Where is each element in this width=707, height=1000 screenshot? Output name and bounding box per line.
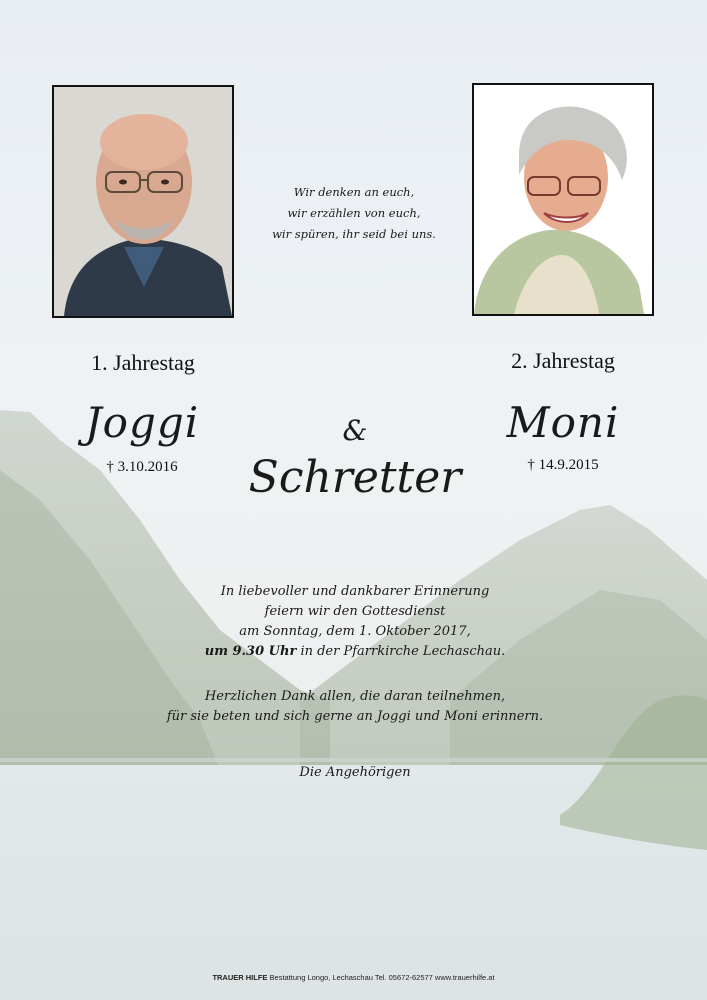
anniversary-label-moni: 2. Jahrestag [511,348,615,373]
first-name-moni: Moni [506,398,620,447]
signature: Die Angehörigen [299,765,411,780]
first-name-joggi: Joggi [84,398,200,447]
portrait-photo-joggi [52,85,234,318]
quote-line-1: Wir denken an euch, [293,185,415,199]
footer-credit [0,973,707,982]
ampersand: & [342,414,368,447]
service-line-2: feiern wir den Gottesdienst [264,604,446,619]
death-date-joggi: † 3.10.2016 [106,459,178,475]
family-surname: Schretter [248,452,462,503]
memorial-quote [240,182,468,245]
footer-brand: TRAUER HILFE [212,973,268,982]
quote-line-2: wir erzählen von euch, [287,206,421,220]
thanks-message [130,687,580,727]
service-line-4 [130,642,580,662]
service-location: in der Pfarrkirche Lechaschau. [296,644,506,659]
service-line-1: In liebevoller und dankbarer Erinnerung [220,584,490,599]
death-date-moni: † 14.9.2015 [527,457,599,473]
quote-line-3: wir spüren, ihr seid bei uns. [272,227,436,241]
anniversary-label-joggi: 1. Jahrestag [91,350,195,375]
service-line-3: am Sonntag, dem 1. Oktober 2017, [239,624,471,639]
thanks-line-2: für sie beten und sich gerne an Joggi und Moni erinnern. [166,709,544,724]
thanks-line-1: Herzlichen Dank allen, die daran teilnehmen, [204,689,506,704]
footer-text: Bestattung Longo, Lechaschau Tel. 05672-62577 www.trauerhilfe.at [267,973,495,982]
service-announcement [130,582,580,662]
service-time: um 9.30 Uhr [204,644,297,659]
portrait-photo-moni [472,83,654,316]
